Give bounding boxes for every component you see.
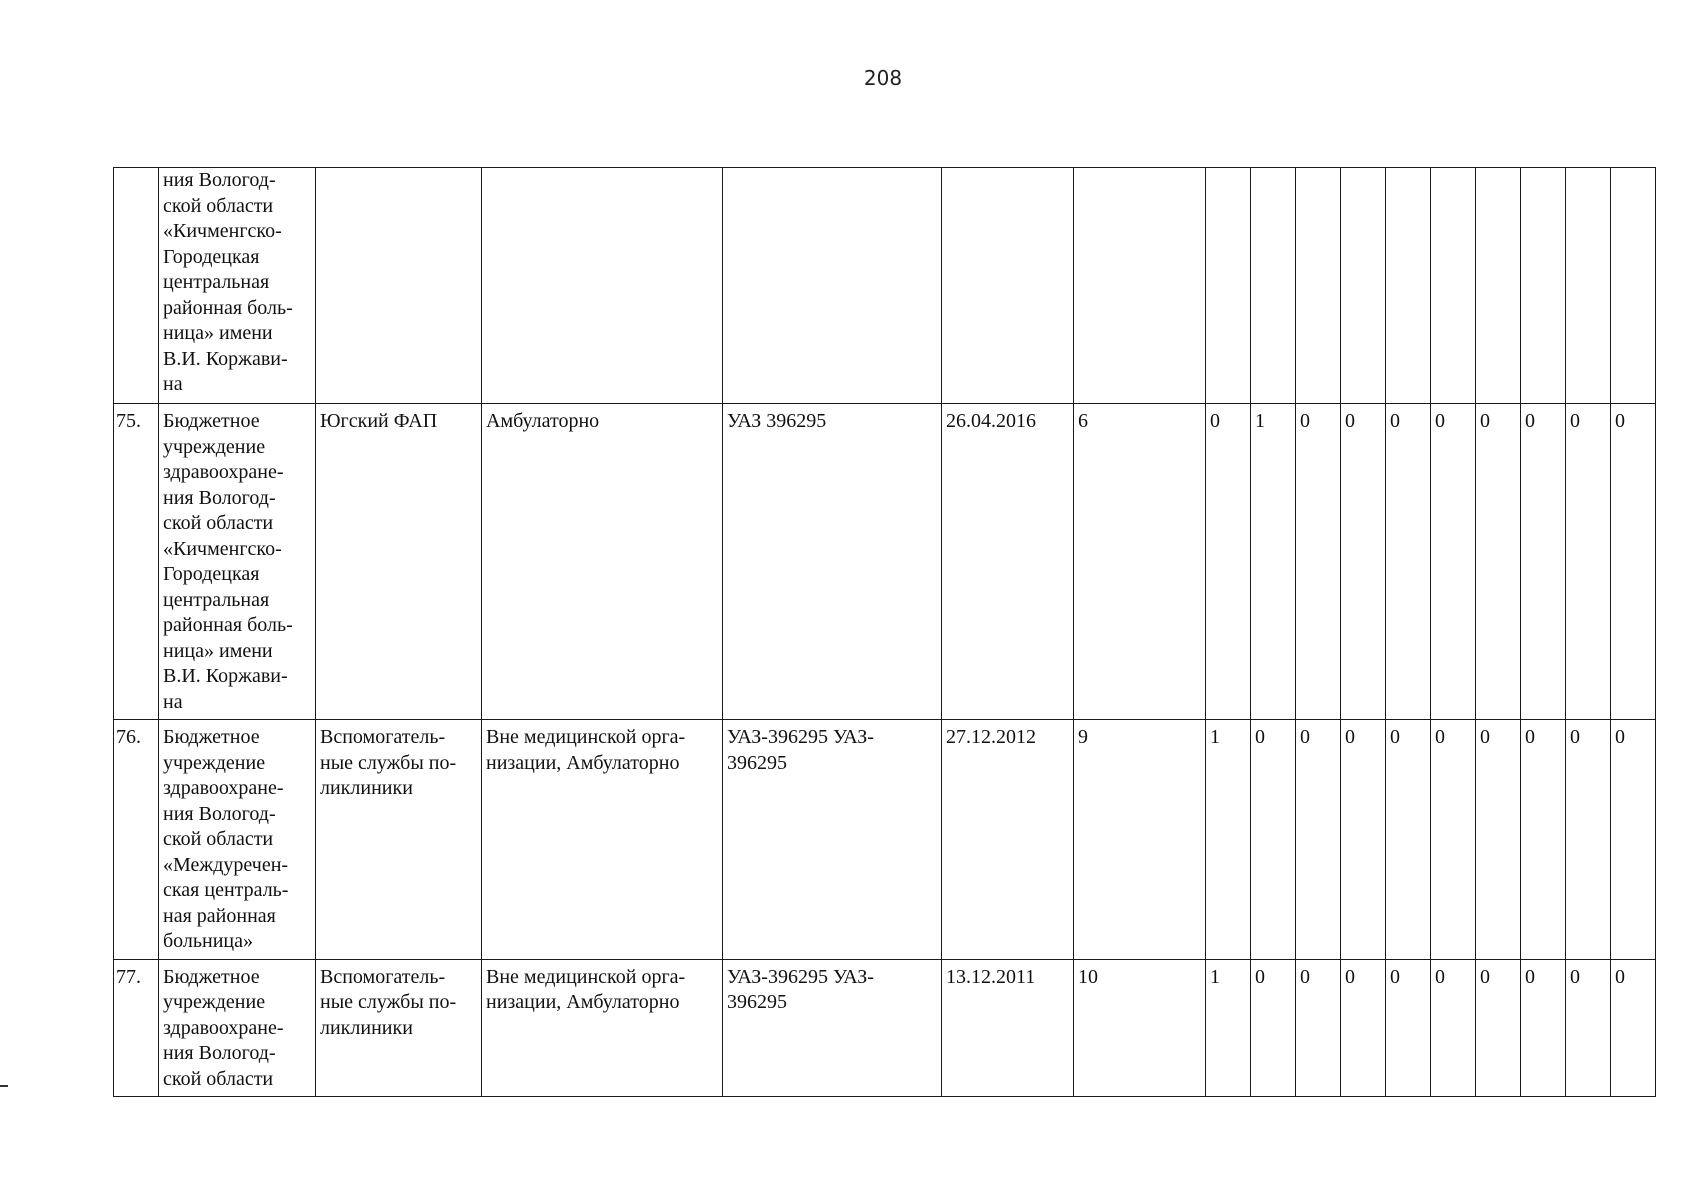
indicator-value: 0 (1345, 965, 1355, 988)
indicator-value: 0 (1615, 410, 1625, 432)
count-value: 6 (1078, 410, 1088, 432)
indicator-cell (1386, 404, 1431, 720)
institution-name: ния Вологод- ской области «Кичменгско- Городецкая центральная районная боль- ница» имени В.И. Коржави- на (163, 169, 293, 395)
indicator-cell (1206, 720, 1251, 960)
indicator-cell (1566, 404, 1611, 720)
indicator-cell (1296, 720, 1341, 960)
vehicle-model: УАЗ 396295 (727, 410, 827, 432)
indicator-cell (1476, 404, 1521, 720)
indicator-value: 0 (1300, 726, 1310, 748)
count-value: 10 (1078, 965, 1098, 988)
indicator-cell (1566, 959, 1611, 1097)
indicator-value: 0 (1525, 726, 1535, 748)
indicator-cell (1251, 959, 1296, 1097)
institution-name-cell (159, 168, 316, 404)
count-value: 9 (1078, 726, 1088, 748)
indicator-value: 0 (1570, 410, 1580, 432)
unit-name-cell (316, 404, 482, 720)
indicator-cell (1296, 168, 1341, 404)
vehicle-model-cell (723, 404, 942, 720)
indicator-cell (1431, 168, 1476, 404)
row-number-cell (114, 720, 159, 960)
count-value-cell (1074, 959, 1206, 1097)
institution-name: Бюджетное учреждение здравоохране- ния Вологод- ской области «Междуречен- ская централь- ная районная больница» (163, 726, 289, 952)
indicator-value: 0 (1570, 965, 1580, 988)
indicator-cell (1251, 168, 1296, 404)
table-row (114, 168, 1656, 404)
indicator-value: 0 (1255, 726, 1265, 748)
indicator-value: 0 (1435, 965, 1445, 988)
indicator-value: 1 (1255, 410, 1265, 432)
table-row (114, 720, 1656, 960)
indicator-cell (1476, 168, 1521, 404)
row-number-cell (114, 168, 159, 404)
vehicle-model-cell (723, 959, 942, 1097)
vehicle-model: УАЗ-396295 УАЗ- 396295 (727, 965, 874, 1013)
indicator-cell (1476, 959, 1521, 1097)
indicator-cell (1611, 720, 1656, 960)
indicator-cell (1611, 168, 1656, 404)
row-number: 76. (116, 726, 141, 748)
indicator-value: 0 (1525, 410, 1535, 432)
unit-name: Вспомогатель- ные службы по- ликлиники (320, 965, 457, 1039)
vehicle-registry-table (113, 167, 1656, 1097)
indicator-value: 0 (1570, 726, 1580, 748)
service-conditions-cell (482, 404, 723, 720)
unit-name-cell (316, 959, 482, 1097)
indicator-value: 0 (1480, 726, 1490, 748)
registration-date: 13.12.2011 (946, 965, 1036, 988)
indicator-cell (1341, 168, 1386, 404)
indicator-cell (1341, 720, 1386, 960)
indicator-cell (1566, 168, 1611, 404)
service-conditions: Вне медицинской орга- низации, Амбулаторно (486, 726, 686, 774)
indicator-cell (1341, 959, 1386, 1097)
vehicle-model-cell (723, 720, 942, 960)
indicator-cell (1341, 404, 1386, 720)
indicator-cell (1251, 404, 1296, 720)
indicator-cell (1521, 404, 1566, 720)
indicator-cell (1566, 720, 1611, 960)
indicator-value: 0 (1435, 410, 1445, 432)
service-conditions-cell (482, 720, 723, 960)
indicator-value: 0 (1300, 965, 1310, 988)
indicator-value: 0 (1345, 410, 1355, 432)
indicator-value: 0 (1255, 965, 1265, 988)
row-number-cell (114, 404, 159, 720)
indicator-value: 0 (1480, 965, 1490, 988)
indicator-cell (1251, 720, 1296, 960)
indicator-cell (1431, 959, 1476, 1097)
indicator-value: 0 (1435, 726, 1445, 748)
indicator-cell (1386, 168, 1431, 404)
indicator-cell (1386, 720, 1431, 960)
indicator-value: 0 (1210, 410, 1220, 432)
scan-edge-mark (0, 1085, 8, 1087)
indicator-value: 0 (1300, 410, 1310, 432)
institution-name-cell (159, 404, 316, 720)
registration-date-cell (942, 959, 1074, 1097)
indicator-value: 1 (1210, 726, 1220, 748)
page-number: 208 (863, 66, 903, 90)
table-body (114, 168, 1656, 1097)
registration-date-cell (942, 720, 1074, 960)
row-number-cell (114, 959, 159, 1097)
indicator-cell (1386, 959, 1431, 1097)
count-value-cell (1074, 168, 1206, 404)
indicator-value: 0 (1615, 726, 1625, 748)
indicator-cell (1521, 959, 1566, 1097)
count-value-cell (1074, 720, 1206, 960)
institution-name-cell (159, 959, 316, 1097)
indicator-cell (1521, 168, 1566, 404)
unit-name-cell (316, 168, 482, 404)
indicator-cell (1611, 959, 1656, 1097)
indicator-cell (1611, 404, 1656, 720)
vehicle-model: УАЗ-396295 УАЗ- 396295 (727, 726, 874, 774)
registration-date: 26.04.2016 (946, 410, 1036, 432)
count-value-cell (1074, 404, 1206, 720)
registration-date: 27.12.2012 (946, 726, 1036, 748)
institution-name: Бюджетное учреждение здравоохране- ния Вологод- ской области (163, 965, 284, 1090)
vehicle-model-cell (723, 168, 942, 404)
indicator-value: 0 (1525, 965, 1535, 988)
indicator-cell (1206, 168, 1251, 404)
indicator-cell (1476, 720, 1521, 960)
service-conditions-cell (482, 168, 723, 404)
table-row (114, 404, 1656, 720)
institution-name-cell (159, 720, 316, 960)
indicator-cell (1431, 720, 1476, 960)
institution-name: Бюджетное учреждение здравоохране- ния Вологод- ской области «Кичменгско- Городецкая центральная районная боль- ница» имени В.И. Коржави- на (163, 410, 293, 713)
indicator-cell (1521, 720, 1566, 960)
indicator-value: 0 (1615, 965, 1625, 988)
indicator-cell (1296, 959, 1341, 1097)
registration-date-cell (942, 404, 1074, 720)
indicator-value: 0 (1480, 410, 1490, 432)
indicator-value: 0 (1390, 410, 1400, 432)
service-conditions-cell (482, 959, 723, 1097)
indicator-cell (1206, 959, 1251, 1097)
indicator-value: 0 (1345, 726, 1355, 748)
indicator-cell (1206, 404, 1251, 720)
indicator-value: 1 (1210, 965, 1220, 988)
row-number: 77. (116, 965, 141, 988)
indicator-value: 0 (1390, 726, 1400, 748)
indicator-cell (1431, 404, 1476, 720)
service-conditions: Вне медицинской орга- низации, Амбулаторно (486, 965, 686, 1013)
indicator-cell (1296, 404, 1341, 720)
unit-name: Вспомогатель- ные службы по- ликлиники (320, 726, 457, 799)
row-number: 75. (116, 410, 141, 432)
indicator-value: 0 (1390, 965, 1400, 988)
unit-name-cell (316, 720, 482, 960)
registration-date-cell (942, 168, 1074, 404)
table-row (114, 959, 1656, 1097)
service-conditions: Амбулаторно (486, 410, 600, 432)
unit-name: Югский ФАП (320, 410, 438, 432)
